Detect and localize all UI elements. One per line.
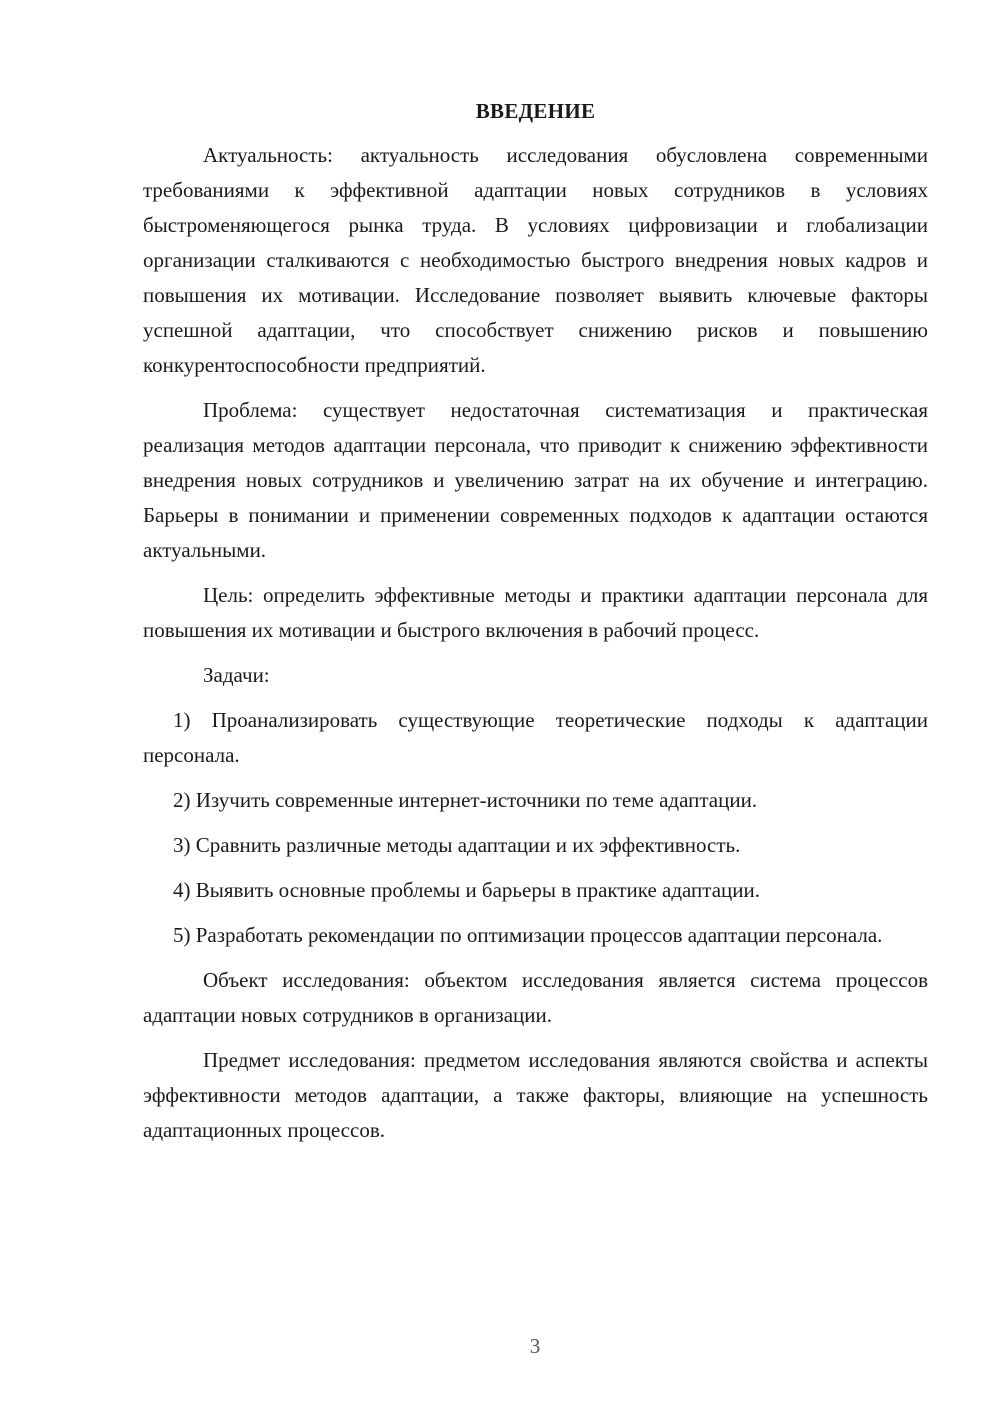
tasks-list: [143, 703, 928, 953]
paragraph-object: Объект исследования: объектом исследования является система процессов адаптации новых сотрудников в организации.: [143, 968, 928, 1027]
paragraph-subject: Предмет исследования: предметом исследования являются свойства и аспекты эффективности методов адаптации, а также факторы, влияющие на успешность адаптационных процессов.: [143, 1048, 928, 1142]
list-item: 3) Сравнить различные методы адаптации и их эффективность.: [173, 833, 741, 857]
tasks-heading: Задачи:: [203, 663, 270, 687]
paragraph-goal: Цель: определить эффективные методы и практики адаптации персонала для повышения их мотивации и быстрого включения в рабочий процесс.: [143, 583, 928, 642]
list-item: 2) Изучить современные интернет-источники по теме адаптации.: [173, 788, 758, 812]
page-number: 3: [529, 1334, 541, 1358]
page-title: ВВЕДЕНИЕ: [475, 99, 596, 123]
list-item: 1) Проанализировать существующие теоретические подходы к адаптации персонала.: [143, 708, 928, 767]
document-page: [143, 96, 928, 1158]
list-item: 4) Выявить основные проблемы и барьеры в практике адаптации.: [173, 878, 761, 902]
paragraph-problem: Проблема: существует недостаточная систематизация и практическая реализация методов адаптации персонала, что приводит к снижению эффективности внедрения новых сотрудников и увеличению затрат на их обучение и интеграцию. Барьеры в понимании и применении современных подходов к адаптации остаются актуальными.: [143, 398, 928, 562]
list-item: 5) Разработать рекомендации по оптимизации процессов адаптации персонала.: [173, 923, 883, 947]
paragraph-relevance: Актуальность: актуальность исследования обусловлена современными требованиями к эффективной адаптации новых сотрудников в условиях быстроменяющегося рынка труда. В условиях цифровизации и глобализации организации сталкиваются с необходимостью быстрого внедрения новых кадров и повышения их мотивации. Исследование позволяет выявить ключевые факторы успешной адаптации, что способствует снижению рисков и повышению конкурентоспособности предприятий.: [143, 143, 928, 377]
